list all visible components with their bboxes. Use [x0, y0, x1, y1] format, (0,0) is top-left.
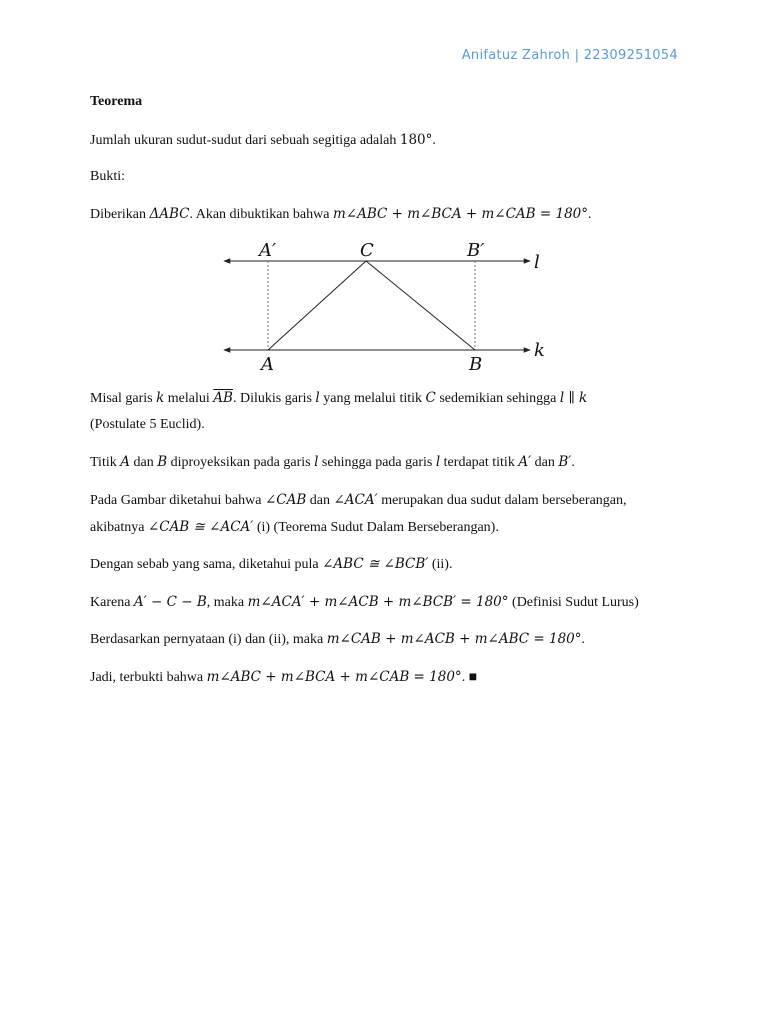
paragraph-lines: [90, 385, 690, 438]
p5-collinear: A′ − C − B: [133, 594, 207, 610]
theorem-value: 180°: [399, 132, 433, 148]
p1-text-4: yang melalui titik: [319, 391, 426, 406]
p1-k: k: [156, 390, 165, 406]
label-a-prime: A′: [259, 240, 277, 261]
p3-text: Pada Gambar diketahui bahwa: [90, 493, 265, 508]
p5-text-2: , maka: [206, 595, 248, 610]
p4-text: Dengan sebab yang sama, diketahui pula: [90, 557, 323, 572]
header-separator: |: [570, 48, 584, 63]
given-text-2: . Akan dibuktikan bahwa: [189, 207, 333, 222]
paragraph-projection: [90, 449, 690, 476]
theorem-text: Jumlah ukuran sudut-sudut dari sebuah segitiga adalah: [90, 133, 400, 148]
theorem-title: Teorema: [90, 94, 143, 109]
p3-angle-cab: ∠CAB: [264, 492, 307, 508]
p6-text: Berdasarkan pernyataan (i) dan (ii), maka: [90, 632, 327, 647]
p1-parallel: l ∥ k: [559, 390, 588, 406]
paragraph-alternate-angles: [90, 487, 690, 541]
p2-l: l: [314, 454, 319, 470]
p2-text: Titik: [90, 455, 121, 470]
p1-text-5: sedemikian sehingga: [435, 391, 560, 406]
p2-text-2: dan: [129, 455, 158, 470]
label-l: l: [534, 252, 540, 273]
given-statement: [90, 201, 690, 228]
proof-label: Bukti:: [90, 169, 126, 184]
paragraph-substitution: [90, 626, 690, 653]
p3-text-5: (i) (Teorema Sudut Dalam Berseberangan).: [253, 520, 499, 535]
p5-text: Karena: [90, 595, 134, 610]
p2-text-5: terdapat titik: [440, 455, 519, 470]
p1-c: C: [425, 390, 436, 406]
given-equation: m∠ABC + m∠BCA + m∠CAB = 180°: [332, 206, 589, 222]
p3-text-2: dan: [306, 493, 334, 508]
paragraph-same-reason: [90, 551, 690, 578]
p5-equation: m∠ACA′ + m∠ACB + m∠BCB′ = 180°: [247, 594, 509, 610]
p3-text-4: akibatnya: [90, 520, 148, 535]
p1-text-2: melalui: [164, 391, 214, 406]
p2-text-4: sehingga pada garis: [318, 455, 436, 470]
p3-angle-aca: ∠ACA′: [333, 492, 378, 508]
theorem-end: .: [432, 133, 436, 148]
p1-l: l: [315, 390, 320, 406]
label-b: B: [469, 354, 483, 375]
p2-end: .: [571, 455, 575, 470]
theorem-statement: [90, 127, 690, 154]
p2-b-prime: B′: [558, 454, 572, 470]
page-header: [462, 48, 678, 63]
p1-text: Misal garis: [90, 391, 157, 406]
given-text: Diberikan: [90, 207, 150, 222]
label-b-prime: B′: [467, 240, 485, 261]
p2-a: A: [120, 454, 130, 470]
p2-text-6: dan: [531, 455, 559, 470]
p3-text-3: merupakan dua sudut dalam berseberangan,: [377, 493, 627, 508]
p4-text-2: (ii).: [428, 557, 453, 572]
p2-text-3: diproyeksikan pada garis: [167, 455, 315, 470]
author-name: Anifatuz Zahroh: [461, 48, 571, 63]
p1-segment-ab: $\overline{AB}$: [213, 390, 233, 406]
p7-equation: m∠ABC + m∠BCA + m∠CAB = 180°: [206, 669, 462, 685]
student-id: 22309251054: [583, 48, 678, 63]
p1-postulate: (Postulate 5 Euclid).: [90, 417, 205, 432]
given-triangle: ΔABC: [149, 206, 190, 222]
p1-text-3: . Dilukis garis: [232, 391, 316, 406]
p6-equation: m∠CAB + m∠ACB + m∠ABC = 180°: [326, 631, 582, 647]
label-a: A: [261, 354, 274, 375]
p5-text-3: (Definisi Sudut Lurus): [508, 595, 639, 610]
p2-l-2: l: [435, 454, 441, 470]
p3-congruence: ∠CAB ≅ ∠ACA′: [147, 519, 254, 535]
paragraph-straight-angle: [90, 589, 690, 616]
triangle-figure: [0, 232, 768, 382]
label-k: k: [534, 340, 545, 361]
p2-a-prime: A′: [518, 454, 532, 470]
p7-text: Jadi, terbukti bahwa: [90, 670, 207, 685]
p2-b: B: [157, 454, 168, 470]
segment-cb: [366, 261, 475, 350]
qed-mark: . ■: [461, 670, 478, 685]
given-end: .: [588, 207, 592, 222]
segment-ac: [268, 261, 366, 350]
p4-congruence: ∠ABC ≅ ∠BCB′: [322, 556, 429, 572]
label-c: C: [360, 240, 374, 261]
p6-end: .: [581, 632, 586, 647]
paragraph-conclusion: [90, 664, 690, 691]
